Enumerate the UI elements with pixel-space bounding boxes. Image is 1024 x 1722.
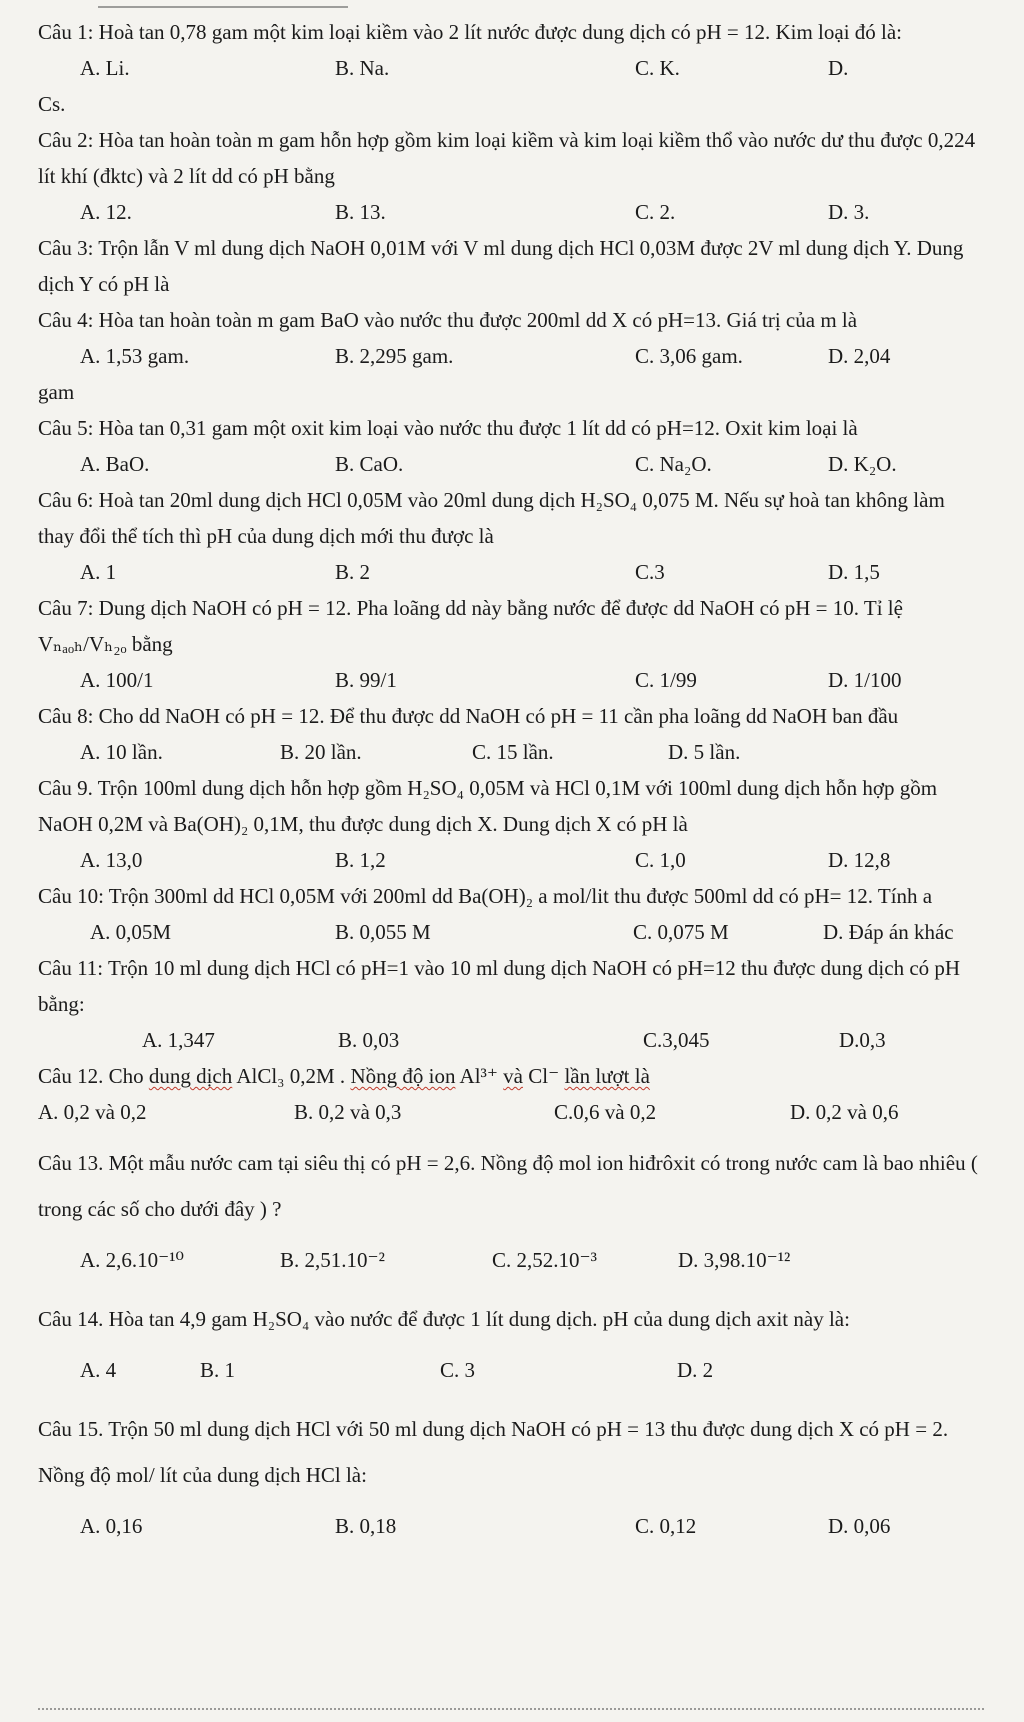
question-6 [38, 482, 984, 590]
option-b: B. 2,295 gam. [335, 344, 454, 368]
answer-options-wrap [38, 86, 984, 122]
question-14 [38, 1296, 984, 1388]
option-b: B. 20 lần. [280, 740, 362, 764]
question-stem: Câu 5: Hòa tan 0,31 gam một oxit kim loại vào nước thu được 1 lít dd có pH=12. Oxit kim loại là [38, 416, 858, 440]
answer-options [38, 194, 984, 230]
answer-options [38, 914, 984, 950]
answer-options [38, 734, 984, 770]
option-c: C. 0,075 M [633, 920, 729, 944]
option-c: C. Na₂O. [635, 452, 712, 476]
option-d-wrapped: Cs. [38, 92, 66, 116]
option-c: C. 2. [635, 200, 676, 224]
answer-options [38, 338, 984, 374]
cropped-bottom-text [38, 1708, 984, 1722]
question-stem: Câu 4: Hòa tan hoàn toàn m gam BaO vào nước thu được 200ml dd X có pH=13. Giá trị của m là [38, 308, 858, 332]
stem-part: Cl⁻ [523, 1064, 565, 1088]
answer-options [38, 50, 984, 86]
question-stem: Câu 14. Hòa tan 4,9 gam H₂SO₄ vào nước để được 1 lít dung dịch. pH của dung dịch axit này là: [38, 1307, 850, 1331]
option-d: D. 1,5 [828, 560, 880, 584]
question-11 [38, 950, 984, 1058]
answer-options [38, 1242, 984, 1278]
answer-options-wrap [38, 374, 984, 410]
option-d: D. K₂O. [828, 452, 897, 476]
question-3 [38, 230, 984, 302]
question-stem: Câu 13. Một mẫu nước cam tại siêu thị có pH = 2,6. Nồng độ mol ion hiđrôxit có trong nước cam là bao nhiêu ( trong các số cho dưới đây ) ? [38, 1151, 978, 1221]
question-stem: Câu 15. Trộn 50 ml dung dịch HCl với 50 ml dung dịch NaOH có pH = 13 thu được dung dịch X có pH = 2. Nồng độ mol/ lít của dung dịch HCl là: [38, 1417, 949, 1487]
question-2 [38, 122, 984, 230]
question-10 [38, 878, 984, 950]
option-a: A. 1,53 gam. [80, 344, 190, 368]
option-d: D. [828, 56, 849, 80]
question-5 [38, 410, 984, 482]
answer-options [38, 1022, 984, 1058]
option-d: D. 3,98.10⁻¹² [678, 1248, 791, 1272]
question-4 [38, 302, 984, 410]
option-d: D. 0,2 và 0,6 [790, 1100, 899, 1124]
option-b: B. 0,055 M [335, 920, 431, 944]
option-a: A. 4 [80, 1358, 117, 1382]
option-a: A. 1 [80, 560, 117, 584]
stem-part-underlined: lần lượt là [564, 1064, 650, 1088]
option-d: D. Đáp án khác [823, 920, 954, 944]
option-d: D.0,3 [839, 1028, 886, 1052]
option-a: A. 2,6.10⁻¹⁰ [80, 1248, 184, 1272]
option-a: A. 12. [80, 200, 132, 224]
option-b: B. 2 [335, 560, 371, 584]
question-9 [38, 770, 984, 878]
stem-part: AlCl₃ 0,2M . [232, 1064, 351, 1088]
option-d: D. 2,04 [828, 344, 891, 368]
option-d: D. 1/100 [828, 668, 902, 692]
stem-part: Al³⁺ [455, 1064, 504, 1088]
question-1 [38, 14, 984, 122]
option-a: A. 0,2 và 0,2 [38, 1100, 147, 1124]
question-stem: Câu 3: Trộn lẫn V ml dung dịch NaOH 0,01M với V ml dung dịch HCl 0,03M được 2V ml dung dịch Y. Dung dịch Y có pH là [38, 236, 964, 296]
option-d: D. 12,8 [828, 848, 891, 872]
option-b: B. 1,2 [335, 848, 386, 872]
option-a: A. 13,0 [80, 848, 143, 872]
option-a: A. 0,16 [80, 1514, 143, 1538]
option-c: C.3 [635, 560, 665, 584]
option-c: C. 1,0 [635, 848, 686, 872]
option-d: D. 2 [677, 1358, 714, 1382]
option-c: C. 2,52.10⁻³ [492, 1248, 597, 1272]
option-d: D. 5 lần. [668, 740, 741, 764]
option-b: B. 99/1 [335, 668, 397, 692]
question-stem: Câu 2: Hòa tan hoàn toàn m gam hỗn hợp gồm kim loại kiềm và kim loại kiềm thổ vào nước dư thu được 0,224 lít khí (đktc) và 2 lít dd có pH bằng [38, 128, 976, 188]
option-b: B. 0,03 [338, 1028, 400, 1052]
question-stem: Câu 8: Cho dd NaOH có pH = 12. Để thu được dd NaOH có pH = 11 cần pha loãng dd NaOH ban đầu [38, 704, 899, 728]
question-7 [38, 590, 984, 698]
answer-options [38, 842, 984, 878]
option-c: C. 3 [440, 1358, 476, 1382]
answer-options [38, 446, 984, 482]
option-b: B. 0,18 [335, 1514, 397, 1538]
option-c: C.3,045 [643, 1028, 710, 1052]
question-8 [38, 698, 984, 770]
answer-options [38, 1352, 984, 1388]
question-13 [38, 1140, 984, 1278]
cropped-top-text [98, 6, 348, 14]
option-a: A. 1,347 [142, 1028, 215, 1052]
stem-part-underlined: và [503, 1064, 523, 1088]
option-c: C. K. [635, 56, 680, 80]
question-stem: Câu 11: Trộn 10 ml dung dịch HCl có pH=1 vào 10 ml dung dịch NaOH có pH=12 thu được dung dịch có pH bằng: [38, 956, 961, 1016]
option-a: A. 100/1 [80, 668, 154, 692]
option-c: C.0,6 và 0,2 [554, 1100, 657, 1124]
answer-options [38, 662, 984, 698]
question-stem [38, 1058, 984, 1094]
option-c: C. 3,06 gam. [635, 344, 743, 368]
option-b: B. 1 [200, 1358, 236, 1382]
answer-options [38, 1094, 984, 1130]
option-a: A. 0,05M [90, 920, 172, 944]
stem-part: Câu 12. Cho [38, 1064, 149, 1088]
option-b: B. 0,2 và 0,3 [294, 1100, 402, 1124]
question-15 [38, 1406, 984, 1544]
answer-options [38, 554, 984, 590]
question-stem: Câu 9. Trộn 100ml dung dịch hỗn hợp gồm H₂SO₄ 0,05M và HCl 0,1M với 100ml dung dịch hỗn hợp gồm NaOH 0,2M và Ba(OH)₂ 0,1M, thu được dung dịch X. Dung dịch X có pH là [38, 776, 938, 836]
answer-options [38, 1508, 984, 1544]
option-a: A. BaO. [80, 452, 150, 476]
option-c: C. 15 lần. [472, 740, 554, 764]
question-stem: Câu 6: Hoà tan 20ml dung dịch HCl 0,05M vào 20ml dung dịch H₂SO₄ 0,075 M. Nếu sự hoà tan không làm thay đổi thể tích thì pH của dung dịch mới thu được là [38, 488, 945, 548]
option-b: B. 2,51.10⁻² [280, 1248, 385, 1272]
option-c: C. 1/99 [635, 668, 697, 692]
option-d: D. 0,06 [828, 1514, 891, 1538]
question-stem: Câu 1: Hoà tan 0,78 gam một kim loại kiềm vào 2 lít nước được dung dịch có pH = 12. Kim loại đó là: [38, 20, 903, 44]
option-d-wrapped: gam [38, 380, 75, 404]
option-a: A. Li. [80, 56, 130, 80]
option-b: B. 13. [335, 200, 386, 224]
option-b: B. CaO. [335, 452, 404, 476]
option-c: C. 0,12 [635, 1514, 697, 1538]
option-d: D. 3. [828, 200, 870, 224]
question-stem: Câu 7: Dung dịch NaOH có pH = 12. Pha loãng dd này bằng nước để được dd NaOH có pH = 10. Tỉ lệ Vₙₐₒₕ/Vₕ₂ₒ bằng [38, 596, 903, 656]
option-b: B. Na. [335, 56, 390, 80]
option-a: A. 10 lần. [80, 740, 163, 764]
stem-part-underlined: dung dịch [148, 1064, 233, 1088]
stem-part-underlined: Nồng độ ion [350, 1064, 456, 1088]
question-12 [38, 1058, 984, 1130]
question-stem: Câu 10: Trộn 300ml dd HCl 0,05M với 200ml dd Ba(OH)₂ a mol/lit thu được 500ml dd có pH= 12. Tính a [38, 884, 933, 908]
